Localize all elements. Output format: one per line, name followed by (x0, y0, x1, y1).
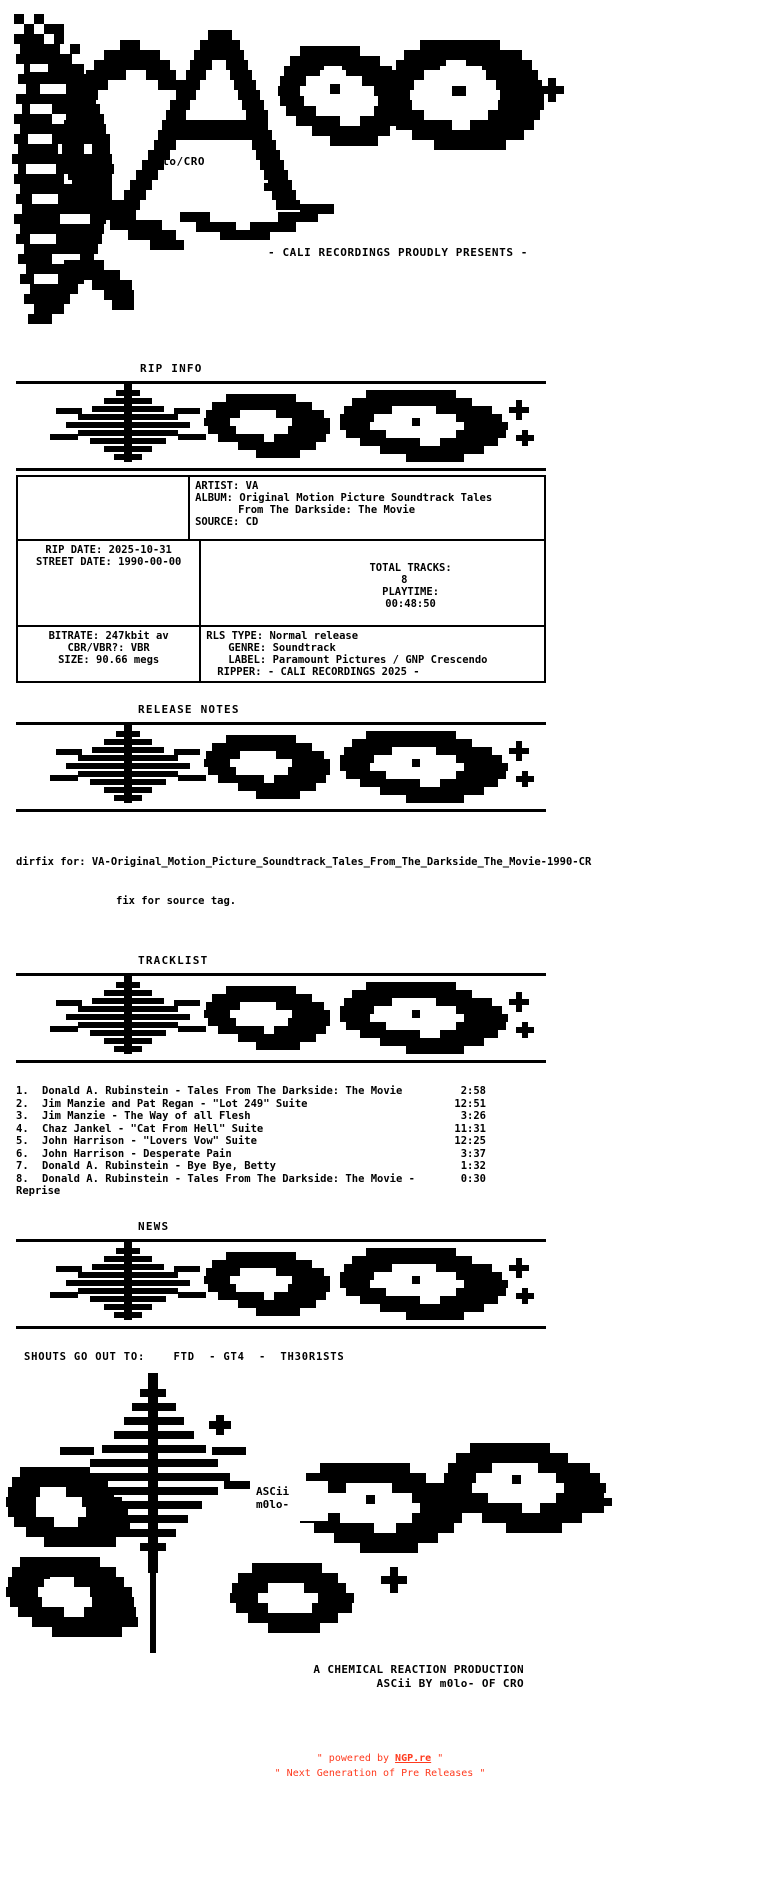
track-number: 7. (16, 1160, 29, 1172)
track-number: 6. (16, 1147, 29, 1160)
track-duration: 2:58 (460, 1085, 486, 1097)
banner-art-rip-info (16, 381, 546, 471)
tracks-playtime-cell (200, 540, 545, 626)
track-title: Donald A. Rubinstein - Tales From The Darkside: The Movie (42, 1085, 403, 1097)
track-title: Donald A. Rubinstein - Tales From The Darkside: The Movie - (42, 1172, 415, 1185)
cbr-vbr-label: CBR/VBR?: (67, 642, 125, 654)
rls-type-value: Normal release (269, 630, 359, 642)
artist-value: VA (245, 480, 259, 492)
ascii-signature-line1: ASCii (256, 1484, 290, 1498)
track-title: Chaz Jankel - "Cat From Hell" Suite (42, 1122, 264, 1135)
track-number: 8. (16, 1172, 29, 1185)
presents-line: - CALI RECORDINGS PROUDLY PRESENTS - (268, 246, 529, 259)
playtime-label: PLAYTIME: (382, 586, 440, 598)
powered-suffix: " (431, 1752, 444, 1764)
track-number: 3. (16, 1110, 29, 1122)
total-tracks-label: TOTAL TRACKS: (369, 562, 452, 574)
track-title: Jim Manzie and Pat Regan - "Lot 249" Suite (42, 1097, 308, 1110)
track-title-continuation: Reprise (16, 1185, 61, 1197)
track-duration: 1:32 (460, 1160, 486, 1172)
track-number: 2. (16, 1097, 29, 1110)
section-title-release-notes: RELEASE NOTES (138, 703, 240, 716)
album-value: Original Motion Picture Soundtrack Tales (239, 492, 493, 504)
track-row (16, 1123, 486, 1136)
ripper-label: RIPPER: (217, 666, 262, 678)
total-tracks-value: 8 (401, 574, 408, 586)
rip-info-blank-cell (17, 476, 189, 540)
header-logo-art (0, 0, 760, 340)
powered-line-2: " Next Generation of Pre Releases " (274, 1767, 486, 1779)
rip-info-table (16, 475, 546, 683)
release-notes-line-2: fix for source tag. (116, 895, 237, 907)
powered-line-1 (0, 1751, 760, 1766)
release-notes-text (16, 830, 636, 934)
banner-art-release-notes (16, 722, 546, 812)
section-title-rip-info: RIP INFO (140, 362, 203, 375)
bitrate-label: BITRATE: (48, 630, 100, 642)
size-label: SIZE: (58, 654, 90, 666)
track-row (16, 1148, 486, 1161)
track-row (16, 1173, 486, 1186)
track-duration: 12:51 (454, 1097, 486, 1110)
track-number: 4. (16, 1122, 29, 1135)
street-date-label: STREET DATE: (35, 556, 112, 568)
section-title-tracklist: TRACKLIST (138, 954, 209, 967)
section-title-news: NEWS (138, 1219, 170, 1233)
track-title: John Harrison - "Lovers Vow" Suite (42, 1135, 257, 1147)
footer-art-icon (0, 1363, 760, 1663)
track-row (16, 1098, 486, 1111)
banner-art-news (16, 1239, 546, 1329)
track-duration: 0:30 (460, 1172, 486, 1185)
album-value-line2: From The Darkside: The Movie (238, 504, 416, 516)
credit-line-1: A CHEMICAL REACTION PRODUCTION (313, 1662, 524, 1676)
rip-date-label: RIP DATE: (45, 544, 103, 556)
bitrate-value: 247kbit av (105, 630, 169, 642)
label-value: Paramount Pictures / GNP Crescendo (272, 654, 488, 666)
track-row (16, 1160, 486, 1173)
track-duration: 11:31 (454, 1122, 486, 1135)
rip-date-value: 2025-10-31 (108, 544, 172, 556)
genre-value: Soundtrack (272, 642, 336, 654)
album-label: ALBUM: (195, 492, 233, 504)
artist-label: ARTIST: (195, 480, 240, 492)
track-title: Jim Manzie - The Way of all Flesh (42, 1110, 251, 1122)
street-date-value: 1990-00-00 (118, 556, 182, 568)
track-title: John Harrison - Desperate Pain (42, 1147, 232, 1160)
track-number: 1. (16, 1085, 29, 1097)
production-credits (0, 1663, 524, 1691)
release-meta-cell (200, 626, 545, 682)
bitrate-cell (17, 626, 200, 682)
source-label: SOURCE: (195, 516, 240, 528)
track-title: Donald A. Rubinstein - Bye Bye, Betty (42, 1160, 276, 1172)
shouts-line: SHOUTS GO OUT TO: FTD - GT4 - TH30R1STS (24, 1350, 345, 1363)
credit-line-2: ASCii BY m0lo- OF CRO (376, 1676, 524, 1690)
source-value: CD (245, 516, 259, 528)
track-number: 5. (16, 1135, 29, 1147)
rip-info-artist-album-cell (189, 476, 545, 540)
cali-recordings-logo-icon (0, 0, 760, 340)
track-duration: 12:25 (454, 1135, 486, 1147)
tracklist (16, 1085, 486, 1198)
rls-type-label: RLS TYPE: (206, 630, 264, 642)
cbr-vbr-value: VBR (130, 642, 150, 654)
track-row (16, 1110, 486, 1123)
release-notes-line-1: dirfix for: VA-Original_Motion_Picture_Soundtrack_Tales_From_The_Darkside_The_Movie-1990-CR (16, 856, 592, 868)
ascii-signature-line2: m0lo- (256, 1497, 290, 1511)
playtime-value: 00:48:50 (385, 598, 436, 610)
rip-dates-cell (17, 540, 200, 626)
group-tag: m0lo/CRO (148, 155, 205, 168)
ripper-value: - CALI RECORDINGS 2025 - (267, 666, 420, 678)
track-row (16, 1085, 486, 1098)
size-value: 90.66 megs (96, 654, 160, 666)
footer-ascii-art (0, 1363, 760, 1663)
label-label: LABEL: (228, 654, 267, 666)
track-duration: 3:37 (460, 1147, 486, 1160)
ngp-link[interactable]: NGP.re (395, 1752, 432, 1764)
genre-label: GENRE: (228, 642, 267, 654)
track-duration: 3:26 (460, 1110, 486, 1122)
powered-prefix: " powered by (316, 1752, 396, 1764)
powered-by-footer (0, 1751, 760, 1781)
track-row (16, 1135, 486, 1148)
ascii-signature-box (250, 1481, 328, 1521)
banner-art-tracklist (16, 973, 546, 1063)
